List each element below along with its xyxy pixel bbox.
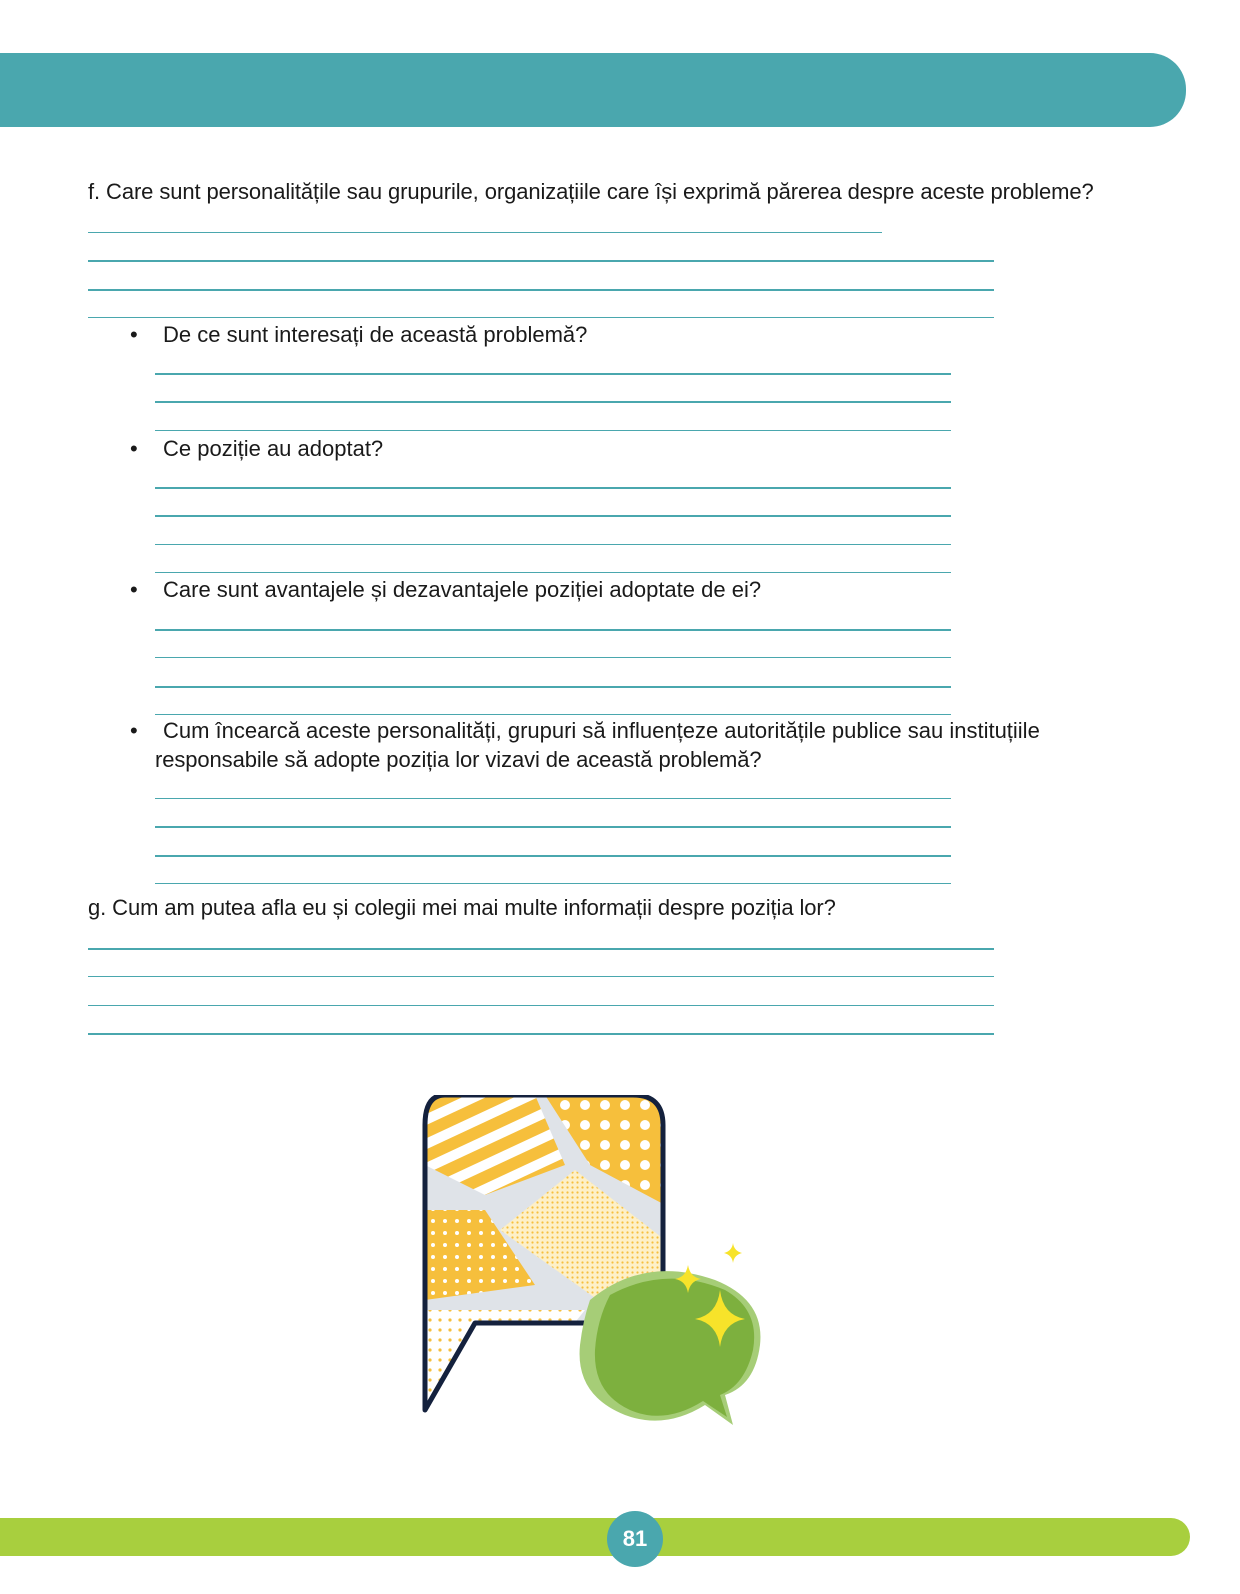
answer-line[interactable] xyxy=(155,487,951,489)
answer-line[interactable] xyxy=(155,883,951,884)
bullet-dot: • xyxy=(130,322,138,347)
question-f: f. Care sunt personalitățile sau grupurile, organizațiile care își exprimă părerea despre aceste probleme? xyxy=(88,179,1094,204)
answer-line[interactable] xyxy=(155,629,951,631)
answer-line[interactable] xyxy=(88,1033,994,1035)
bullet-question-2 xyxy=(130,434,384,463)
answer-line[interactable] xyxy=(88,317,994,318)
bullet-question-3 xyxy=(130,575,762,604)
answer-line[interactable] xyxy=(155,686,951,688)
answer-line[interactable] xyxy=(155,798,951,799)
answer-line[interactable] xyxy=(155,657,951,658)
bullet-question-4-continued: responsabile să adopte poziția lor vizavi de această problemă? xyxy=(155,747,762,772)
answer-line[interactable] xyxy=(155,714,951,715)
footer-band xyxy=(0,1518,1190,1556)
answer-line[interactable] xyxy=(155,373,951,375)
bullet-dot: • xyxy=(130,436,138,461)
answer-line[interactable] xyxy=(155,430,951,431)
green-bubble xyxy=(580,1271,761,1425)
bullet-dot: • xyxy=(130,577,138,602)
answer-line[interactable] xyxy=(155,826,951,828)
question-g: g. Cum am putea afla eu și colegii mei mai multe informații despre poziția lor? xyxy=(88,895,836,920)
bullet-question-1 xyxy=(130,320,588,349)
answer-line[interactable] xyxy=(88,232,882,233)
answer-line[interactable] xyxy=(88,948,994,950)
speech-bubble-illustration xyxy=(415,1095,795,1455)
answer-line[interactable] xyxy=(155,855,951,857)
answer-line[interactable] xyxy=(155,515,951,517)
bullet-text: Cum încearcă aceste personalități, grupuri să influențeze autoritățile publice sau instituțiile xyxy=(163,718,1040,743)
answer-line[interactable] xyxy=(88,1005,994,1006)
answer-line[interactable] xyxy=(155,572,951,573)
bullet-question-4 xyxy=(130,716,1040,745)
bullet-text: Care sunt avantajele și dezavantajele poziției adoptate de ei? xyxy=(163,577,762,602)
answer-line[interactable] xyxy=(155,401,951,403)
bullet-text: Ce poziție au adoptat? xyxy=(163,436,384,461)
bullet-text: De ce sunt interesați de această problemă? xyxy=(163,322,588,347)
header-band xyxy=(0,53,1186,127)
bullet-dot: • xyxy=(130,718,138,743)
answer-line[interactable] xyxy=(155,544,951,545)
page-number: 81 xyxy=(607,1511,663,1567)
answer-line[interactable] xyxy=(88,976,994,977)
answer-line[interactable] xyxy=(88,289,994,291)
answer-line[interactable] xyxy=(88,260,994,262)
